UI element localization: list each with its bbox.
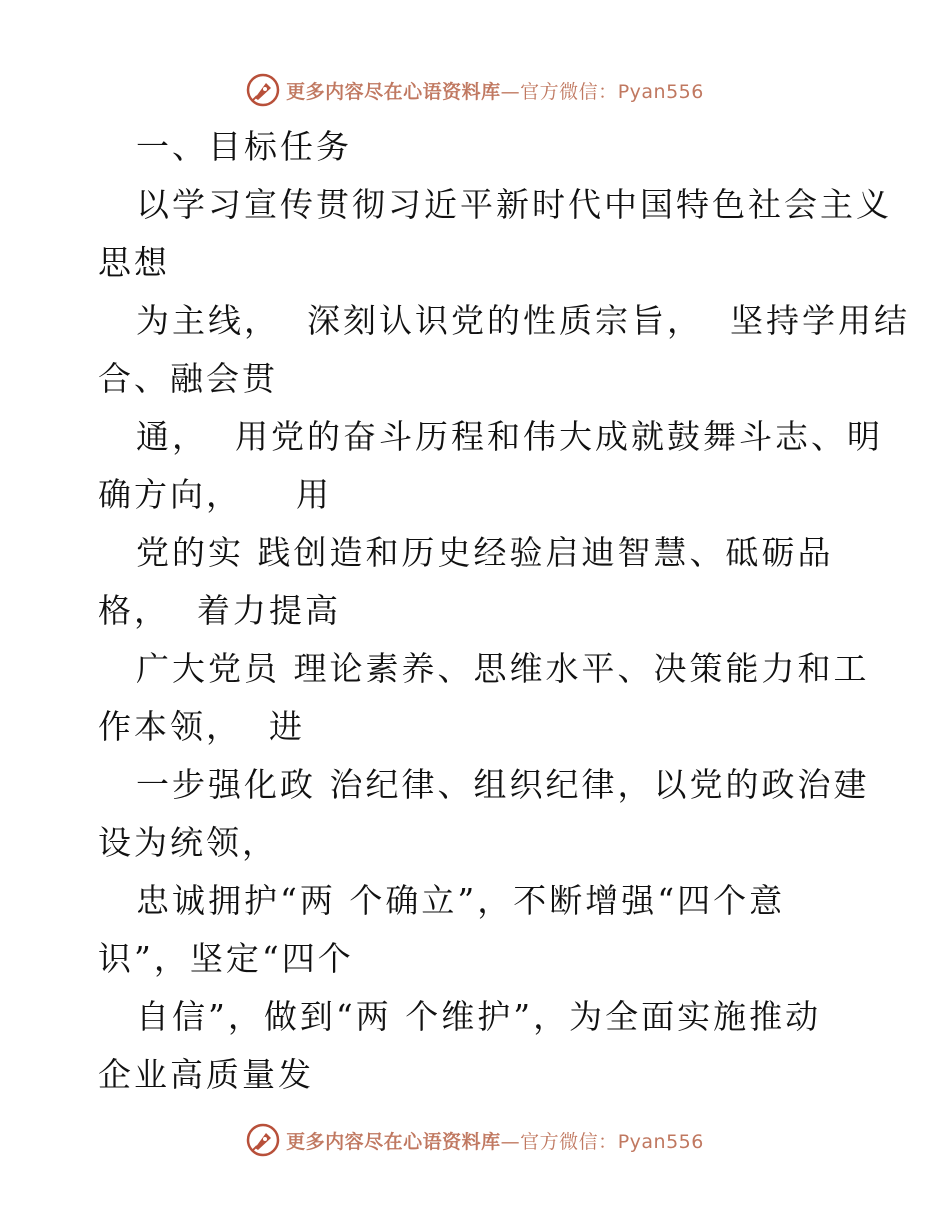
watermark-text [286, 1127, 704, 1154]
document-line: 通， 用党的奋斗历程和伟大成就鼓舞斗志、明 [136, 417, 883, 456]
document-line: 以学习宣传贯彻习近平新时代中国特色社会主义 [136, 185, 892, 224]
document-line: 忠诚拥护“两 个确立”，不断增强“四个意 [136, 881, 786, 920]
watermark-text [286, 77, 704, 104]
watermark-brand: 更多内容尽在心语资料库 [286, 80, 501, 103]
watermark-dash: — [500, 80, 521, 103]
document-line: 设为统领， [98, 823, 278, 862]
document-line: 党的实 践创造和历史经验启迪智慧、砥砺品 [136, 533, 834, 572]
document-line: 识”，坚定“四个 [98, 939, 354, 978]
header-watermark [0, 70, 950, 110]
footer-watermark [0, 1120, 950, 1160]
watermark-wechat-id: Pyan556 [617, 80, 704, 103]
document-line: 广大党员 理论素养、思维水平、决策能力和工 [136, 649, 870, 688]
document-line: 企业高质量发 [98, 1055, 314, 1094]
pen-nib-logo-icon [246, 1123, 280, 1157]
document-line: 一步强化政 治纪律、组织纪律，以党的政治建 [136, 765, 870, 804]
document-line: 为主线， 深刻认识党的性质宗旨， 坚持学用结 [136, 301, 910, 340]
pen-nib-logo-icon [246, 73, 280, 107]
watermark-official-label: 官方微信： [520, 80, 618, 103]
document-line: 自信”，做到“两 个维护”，为全面实施推动 [136, 997, 822, 1036]
document-line: 一、目标任务 [136, 127, 352, 166]
watermark-official-label: 官方微信： [520, 1130, 618, 1153]
document-line: 作本领， 进 [98, 707, 305, 746]
document-line: 格， 着力提高 [98, 591, 341, 630]
document-line: 确方向， 用 [98, 475, 332, 514]
document-line: 思想 [98, 243, 170, 282]
document-body [98, 118, 910, 1104]
watermark-brand: 更多内容尽在心语资料库 [286, 1130, 501, 1153]
document-line: 合、融会贯 [98, 359, 278, 398]
watermark-dash: — [500, 1130, 521, 1153]
watermark-wechat-id: Pyan556 [617, 1130, 704, 1153]
